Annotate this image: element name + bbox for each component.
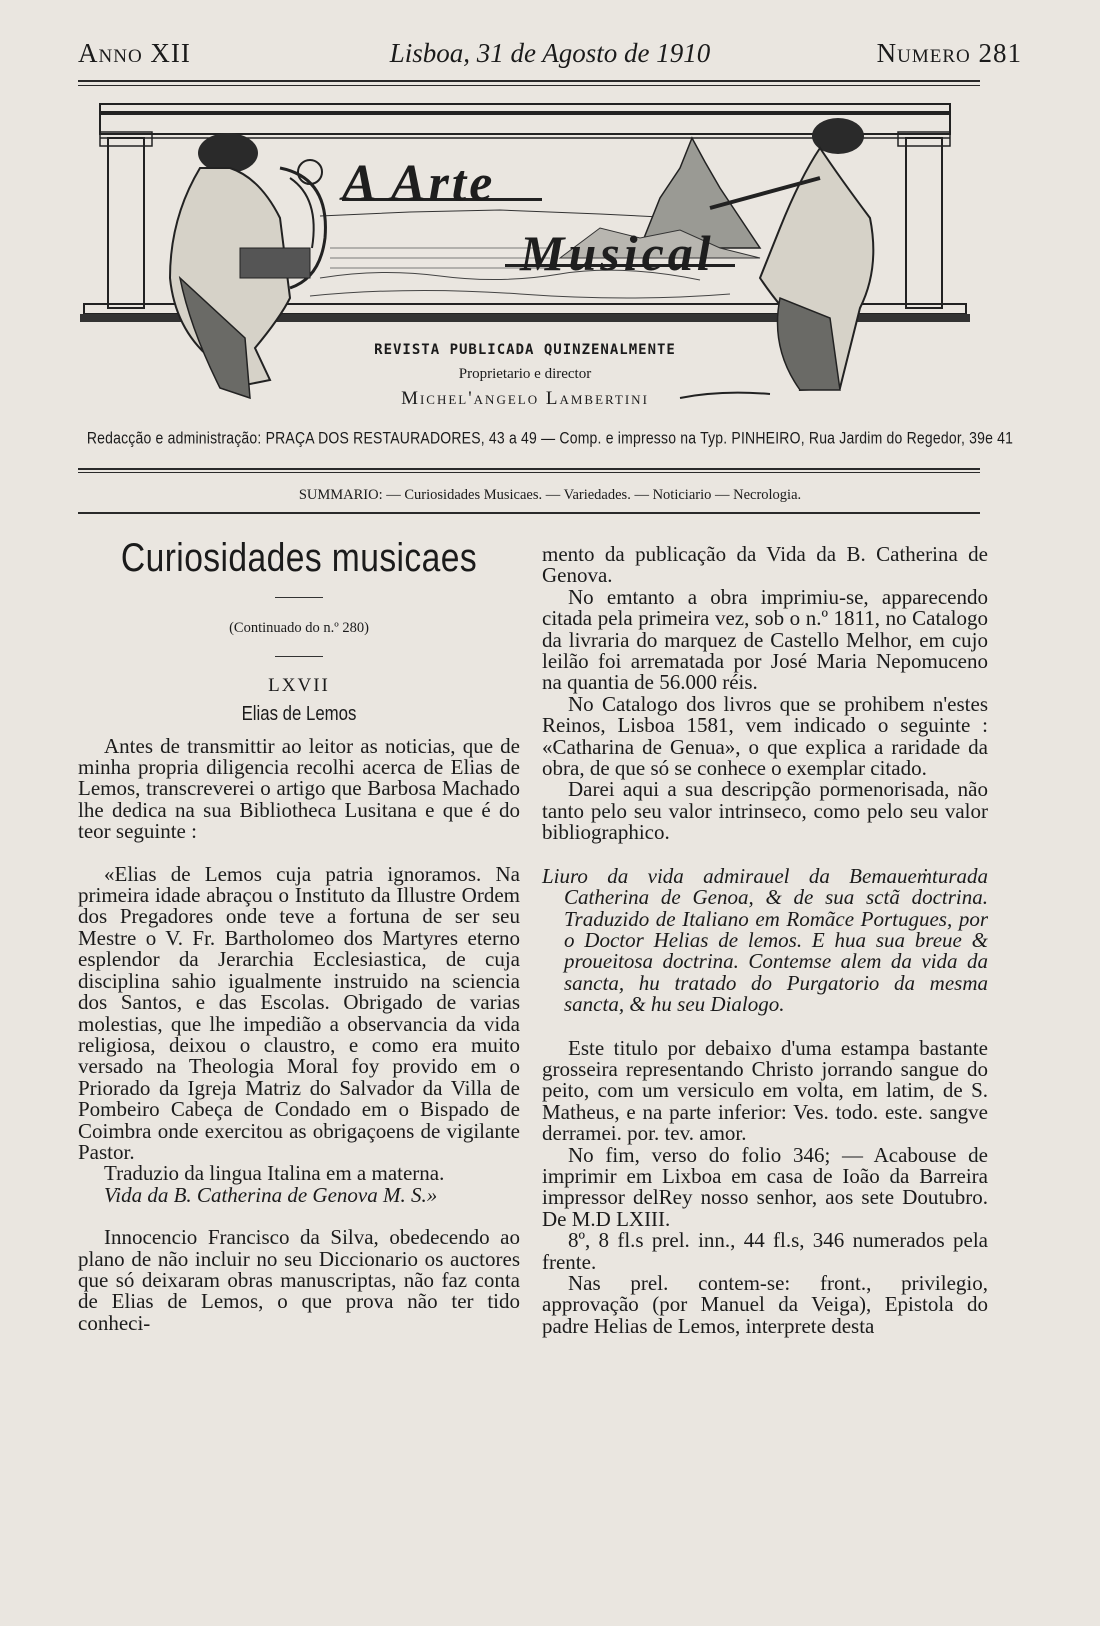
header-rule-thin	[78, 85, 980, 86]
paragraph: No Catalogo dos livros que se prohibem n'estes Reinos, Lisboa 1581, vem indicado o seguinte : «Catharina de Genua», o que explica a raridade da obra, de que só se conhece o exemplar citado.	[542, 691, 988, 781]
masthead-subtitle: REVISTA PUBLICADA QUINZENALMENTE	[374, 342, 676, 358]
section-number: LXVII	[268, 674, 330, 696]
address-rule	[78, 468, 980, 470]
masthead-title-line1: A Arte	[342, 155, 496, 212]
section-subject: Elias de Lemos	[241, 703, 357, 726]
bibliographic-title: Liuro da vida admirauel da Bemaueṁturada Catherina de Genoa, & de sua sctã doctrina. Traduzido de Italiano em Romãce Portugues, por o Doctor Helias de lemos. E hua sua breue & proueitosa doctrina. Contemse alem da vida da sancta, hu tratado do Purgatorio da mesma sancta, & hu seu Dialogo.	[542, 863, 988, 1017]
header-rule	[78, 80, 980, 82]
summary-line: SUMMARIO: — Curiosidades Musicaes. — Variedades. — Noticiario — Necrologia.	[298, 487, 802, 503]
issue-date: Lisboa, 31 de Agosto de 1910	[389, 38, 711, 68]
volume-label: Anno XII	[78, 38, 191, 68]
paragraph: 8º, 8 fl.s prel. inn., 44 fl.s, 346 numerados pela frente.	[542, 1228, 988, 1274]
issue-number: Numero 281	[876, 38, 1022, 68]
masthead	[80, 98, 970, 418]
paragraph: Este titulo por debaixo d'uma estampa bastante grosseira representando Christo jorrando sangue do peito, com um versiculo em volta, em latim, de S. Matheus, e na parte inferior: Ves. todo. este. sangve derramei. por. tev. amor.	[542, 1035, 988, 1146]
quote-paragraph: Vida da B. Catherina de Genova M. S.»	[104, 1182, 438, 1207]
continuation-note: (Continuado do n.º 280)	[229, 620, 369, 637]
summary-rule	[78, 512, 980, 514]
paragraph: No emtanto a obra imprimiu-se, apparecendo citada pela primeira vez, sob o n.º 1811, no Catalogo da livraria do marquez de Castello Melhor, em cujo leilão foi arrematada por José Maria Nepomuceno na quantia de 56.000 réis.	[542, 584, 988, 695]
paragraph: Nas prel. contem-se: front., privilegio, approvação (por Manuel da Veiga), Epistola do padre Helias de Lemos, interprete desta	[542, 1271, 988, 1338]
quote-paragraph: «Elias de Lemos cuja patria ignoramos. Na primeira idade abraçou o Instituto da Illustre Ordem dos Pregadores onde teve a fortuna de ser seu Mestre o V. Fr. Bartholomeo dos Martyres eterno esplendor da Jerarchia Ecclesiastica, de cuja disciplina sahio igualmente instruido na sciencia dos Santos, e das Escolas. Obrigado de varias molestias, que lhe impedião a observancia da vida religiosa, deixou o claustro, e como era muito versado na Theologia Moral foy provido em o Priorado da Igreja Matriz do Salvador da Villa de Pombeiro Cabeça de Condado em o Bispado de Coimbra onde exercitou as obrigaçoens de vigilante Pastor.	[78, 861, 520, 1164]
paragraph: mento da publicação da Vida da B. Catherina de Genova.	[542, 542, 988, 588]
paragraph: Darei aqui a sua descripção pormenorisada, não tanto pelo seu valor intrinseco, como pelo seu valor bibliographico.	[542, 777, 988, 845]
paragraph: Antes de transmittir ao leitor as noticias, que de minha propria diligencia recolhi acerca de Elias de Lemos, transcreverei o artigo que Barbosa Machado lhe dedica na sua Bibliotheca Lusitana e que é do teor seguinte :	[78, 733, 520, 844]
address-rule-thin	[78, 472, 980, 473]
article-title: Curiosidades musicaes	[120, 536, 478, 580]
left-column	[78, 536, 520, 1335]
paragraph: Innocencio Francisco da Silva, obedecendo ao plano de não incluir no seu Diccionario os auctores que só deixaram obras manuscriptas, não faz conta de Elias de Lemos, o que prova não ter tido conheci-	[78, 1225, 520, 1335]
masthead-proprietor-label: Proprietario e director	[458, 366, 592, 382]
masthead-title-line2: Musical	[520, 225, 715, 281]
issue-header	[78, 38, 1022, 72]
right-column	[542, 544, 988, 1337]
paragraph: No fim, verso do folio 346; — Acabouse de imprimir em Lixboa em casa de Ioão da Barreira impressor delRey nosso senhor, aos sete Doutubro. De M.D LXIII.	[542, 1142, 988, 1231]
quote-paragraph: Traduzio da lingua Italina em a materna.	[104, 1161, 445, 1186]
masthead-director: Michel'angelo Lambertini	[401, 388, 649, 409]
address-line: Redacção e administração: PRAÇA DOS RESTAURADORES, 43 a 49 — Comp. e impresso na Typ. PINHEIRO, Rua Jardim do Regedor, 39e 41	[86, 428, 1014, 447]
